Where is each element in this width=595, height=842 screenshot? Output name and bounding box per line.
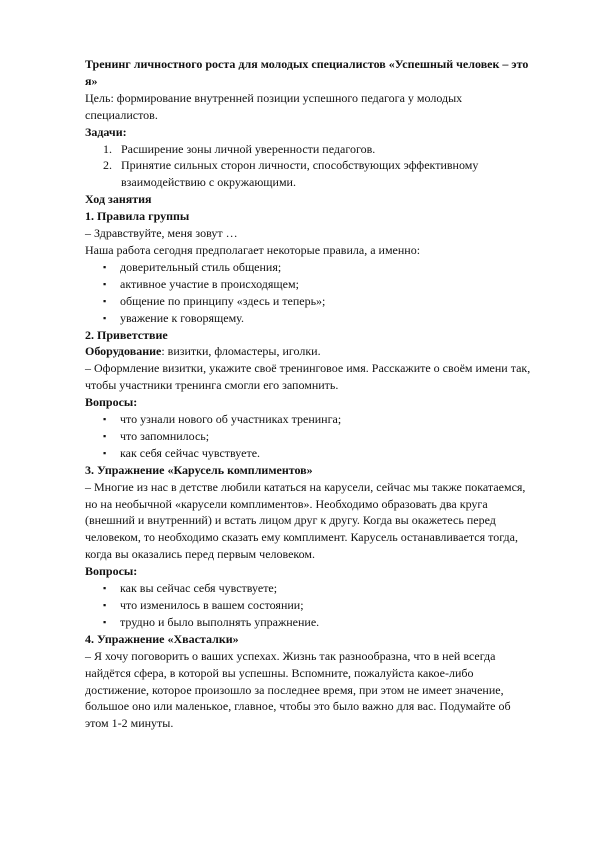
list-item xyxy=(85,293,535,310)
section-3-questions-heading: Вопросы: xyxy=(85,564,138,579)
tasks-heading: Задачи: xyxy=(85,124,127,139)
equipment-text: : визитки, фломастеры, иголки. xyxy=(161,344,321,359)
section-2-equipment xyxy=(85,343,535,360)
section-1-heading: 1. Правила группы xyxy=(85,209,190,224)
section-4-instructions: – Я хочу поговорить о ваших успехах. Жизнь так разнообразна, что в ней всегда найдётся сфера, в которой вы успешны. Вспомните, пожалуйста какое-либо достижение, которое произошло за последнее время, при этом не имеет значение, большое оно или маленькое, главное, чтобы это было важно для вас. Подумайте об этом 1-2 минуты. xyxy=(85,648,511,731)
section-2-questions-heading: Вопросы: xyxy=(85,395,138,410)
section-2-instructions: – Оформление визитки, укажите своё тренинговое имя. Расскажите о своём имени так, чтобы участники тренинга смогли его запомнить. xyxy=(85,361,531,393)
section-1-intro: Наша работа сегодня предполагает некоторые правила, а именно: xyxy=(85,242,421,257)
list-item xyxy=(85,614,535,631)
task-text: Расширение зоны личной уверенности педагогов. xyxy=(121,141,376,156)
list-item xyxy=(85,445,535,462)
bullet-icon: ▪ xyxy=(103,616,107,627)
task-number: 1. xyxy=(103,141,112,156)
section-2-questions-list xyxy=(85,411,535,462)
bullet-icon: ▪ xyxy=(103,414,107,425)
task-item xyxy=(85,141,535,158)
list-item xyxy=(85,428,535,445)
bullet-icon: ▪ xyxy=(103,430,107,441)
section-3-heading: 3. Упражнение «Карусель комплиментов» xyxy=(85,462,313,477)
list-item xyxy=(85,259,535,276)
list-item-text: трудно и было выполнять упражнение. xyxy=(120,614,320,629)
section-1-rules-list xyxy=(85,259,535,327)
section-3-questions-list xyxy=(85,580,535,631)
goal-paragraph xyxy=(85,90,535,124)
list-item xyxy=(85,597,535,614)
list-item-text: как себя сейчас чувствуете. xyxy=(120,445,261,460)
list-item-text: общение по принципу «здесь и теперь»; xyxy=(120,293,326,308)
course-heading: Ход занятия xyxy=(85,192,152,207)
list-item-text: что запомнилось; xyxy=(120,428,210,443)
section-3-instructions: – Многие из нас в детстве любили кататься на карусели, сейчас мы также покатаемся, но на необычной «карусели комплиментов». Необходимо образовать два круга (внешний и внутренний) и встать лицом друг к другу. Когда вы окажетесь перед человеком, то необходимо сказать ему комплимент. Карусель останавливается тогда, когда вы оказались перед первым человеком. xyxy=(85,479,526,562)
list-item-text: что изменилось в вашем состоянии; xyxy=(120,598,304,612)
list-item xyxy=(85,580,535,597)
list-item-text: что узнали нового об участниках тренинга; xyxy=(120,412,342,427)
bullet-icon: ▪ xyxy=(103,447,107,458)
bullet-icon: ▪ xyxy=(103,312,107,323)
equipment-label: Оборудование xyxy=(85,344,162,359)
document-page xyxy=(85,56,535,732)
list-item xyxy=(85,276,535,293)
bullet-icon: ▪ xyxy=(103,278,107,289)
section-4-heading: 4. Упражнение «Хвасталки» xyxy=(85,631,239,646)
task-text: Принятие сильных сторон личности, способствующих эффективному взаимодействию с окружающими. xyxy=(121,158,479,190)
list-item-text: уважение к говорящему. xyxy=(120,310,244,325)
bullet-icon: ▪ xyxy=(103,583,107,594)
list-item xyxy=(85,310,535,327)
list-item-text: как вы сейчас себя чувствуете; xyxy=(120,581,278,596)
document-title: Тренинг личностного роста для молодых специалистов «Успешный человек – это я» xyxy=(85,57,529,88)
section-1-greeting: – Здравствуйте, меня зовут … xyxy=(85,226,238,241)
task-number: 2. xyxy=(103,158,112,173)
bullet-icon: ▪ xyxy=(103,295,107,306)
task-item xyxy=(85,157,535,191)
section-2-heading: 2. Приветствие xyxy=(85,327,168,342)
bullet-icon: ▪ xyxy=(103,261,107,272)
tasks-list xyxy=(85,141,535,192)
goal-label: Цель: xyxy=(85,90,114,105)
list-item xyxy=(85,411,535,428)
bullet-icon: ▪ xyxy=(103,600,107,610)
list-item-text: доверительный стиль общения; xyxy=(120,259,282,274)
list-item-text: активное участие в происходящем; xyxy=(120,276,299,291)
goal-text: формирование внутренней позиции успешного педагога у молодых специалистов. xyxy=(85,90,463,122)
